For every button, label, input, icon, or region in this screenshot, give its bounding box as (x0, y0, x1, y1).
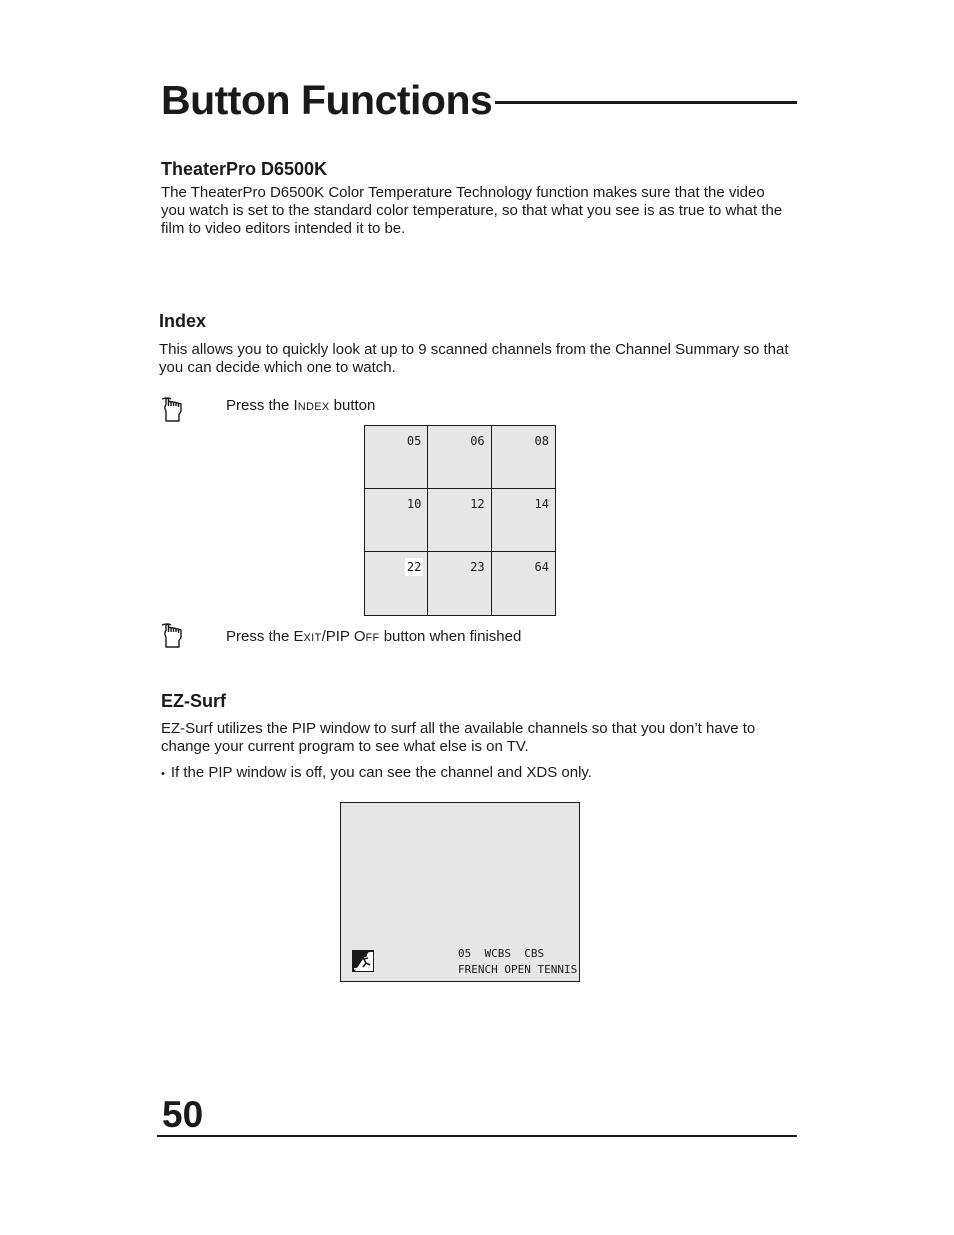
theaterpro-body-line: film to video editors intended it to be. (161, 220, 406, 237)
page-number: 50 (162, 1094, 204, 1135)
surfer-icon (351, 949, 375, 973)
step-text: Press the (226, 628, 294, 645)
channel-number: 64 (534, 560, 549, 574)
index-heading: Index (159, 311, 207, 331)
channel-number: 10 (406, 497, 422, 511)
channel-number: 08 (534, 434, 549, 448)
bullet-marker: • (161, 768, 165, 780)
index-key-first: I (293, 397, 298, 414)
channel-number: 14 (534, 497, 549, 511)
channel-cell[interactable] (428, 426, 491, 489)
pointing-hand-icon (160, 621, 190, 651)
ezsurf-heading: EZ-Surf (161, 691, 226, 711)
channel-cell[interactable] (428, 552, 491, 615)
theaterpro-body (161, 184, 811, 238)
channel-cell[interactable] (365, 489, 428, 552)
channel-number: 12 (470, 497, 485, 511)
tv-screen (340, 802, 580, 982)
channel-cell[interactable] (428, 489, 491, 552)
exit-key-rest: XIT (303, 632, 322, 644)
index-body-line: This allows you to quickly look at up to 9 scanned channels from the Channel Summary so that (159, 341, 789, 358)
step-text: button when finished (379, 628, 522, 645)
index-body-line: you can decide which one to watch. (159, 359, 396, 376)
channel-cell[interactable] (492, 426, 555, 489)
index-step-2 (226, 628, 521, 647)
pointing-hand-icon (160, 395, 190, 425)
channel-cell[interactable] (492, 552, 555, 615)
channel-number: 23 (470, 560, 485, 574)
ezsurf-bullet (161, 764, 811, 783)
channel-info-line-1: 05 WCBS CBS (458, 947, 545, 960)
step-text: /PIP (321, 628, 354, 645)
channel-cell-selected[interactable] (365, 552, 428, 615)
footer-rule (157, 1135, 797, 1137)
ezsurf-body-line: EZ-Surf utilizes the PIP window to surf all the available channels so that you don’t have to (161, 720, 756, 737)
page-title: Button Functions (161, 77, 493, 123)
channel-number: 05 (406, 434, 422, 448)
channel-number-selected: 22 (406, 560, 422, 574)
index-body (159, 341, 809, 377)
title-rule (495, 101, 797, 104)
off-key-first: O (353, 628, 366, 645)
bullet-text: If the PIP window is off, you can see the channel and XDS only. (170, 764, 592, 781)
channel-info-line-2: FRENCH OPEN TENNIS (458, 963, 578, 976)
index-key-rest: NDEX (297, 401, 330, 413)
theaterpro-heading: TheaterPro D6500K (161, 159, 328, 179)
theaterpro-body-line: The TheaterPro D6500K Color Temperature Technology function makes sure that the video (161, 184, 765, 201)
step-text: Press the (226, 397, 294, 414)
index-step-1 (226, 397, 375, 416)
step-text: button (329, 397, 376, 414)
exit-key-first: E (293, 628, 304, 645)
ezsurf-body (161, 720, 811, 756)
channel-cell[interactable] (492, 489, 555, 552)
channel-index-grid (364, 425, 556, 616)
channel-info (458, 946, 577, 978)
ezsurf-body-line: change your current program to see what else is on TV. (161, 738, 529, 755)
channel-number: 06 (470, 434, 485, 448)
theaterpro-body-line: you watch is set to the standard color temperature, so that what you see is as true to what the (161, 202, 783, 219)
off-key-rest: FF (365, 632, 380, 644)
channel-cell[interactable] (365, 426, 428, 489)
